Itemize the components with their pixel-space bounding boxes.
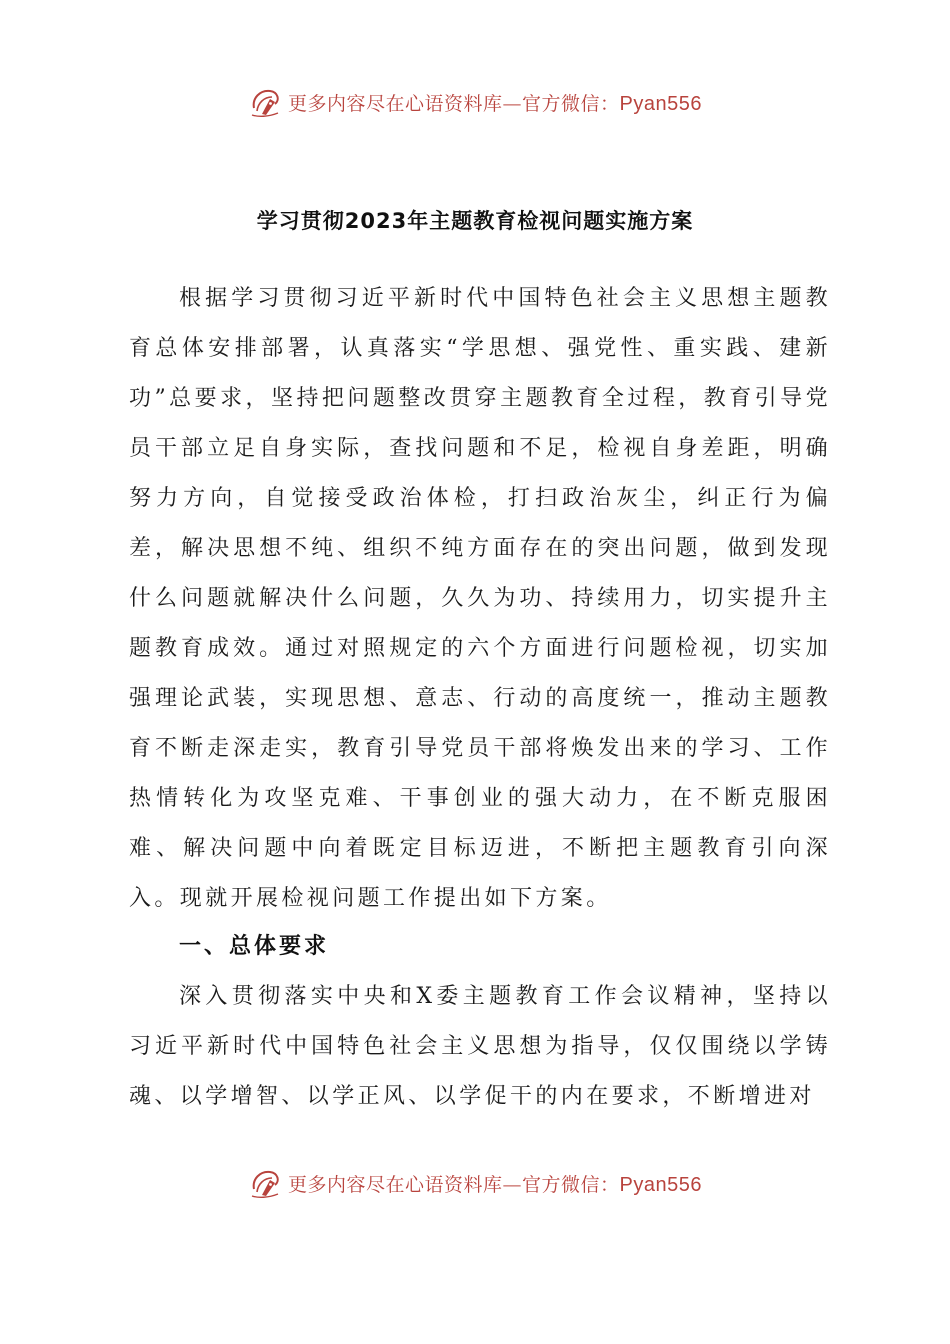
banner-main-text: 更多内容尽在心语资料库 [288,92,503,115]
banner-label: 官方微信： [522,1173,620,1196]
paragraph-general-requirements: 深入贯彻落实中央和X委主题教育工作会议精神，坚持以习近平新时代中国特色社会主义思想为指导，仅仅围绕以学铸魂、以学增智、以学正风、以学促干的内在要求，不断增进对 [129,984,831,1109]
banner-main-text: 更多内容尽在心语资料库 [288,1173,503,1196]
pen-nib-swirl-icon [248,84,284,120]
header-watermark-banner [0,80,950,124]
document-title: 学习贯彻2023年主题教育检视问题实施方案 [256,209,694,233]
banner-text [288,1170,702,1197]
banner-separator: — [502,92,523,115]
banner-wechat-id: Pyan556 [619,1173,702,1196]
banner-text [288,89,702,116]
banner-separator: — [502,1173,523,1196]
banner-wechat-id: Pyan556 [619,92,702,115]
section-heading-general-requirements: 一、总体要求 [179,934,330,959]
footer-watermark-banner [0,1161,950,1205]
banner-label: 官方微信： [522,92,620,115]
pen-nib-swirl-icon [248,1165,284,1201]
paragraph-intro: 根据学习贯彻习近平新时代中国特色社会主义思想主题教育总体安排部署，认真落实“学思想、强党性、重实践、建新功”总要求，坚持把问题整改贯穿主题教育全过程，教育引导党员干部立足自身实际，查找问题和不足，检视自身差距，明确努力方向，自觉接受政治体检，打扫政治灰尘，纠正行为偏差，解决思想不纯、组织不纯方面存在的突出问题，做到发现什么问题就解决什么问题，久久为功、持续用力，切实提升主题教育成效。通过对照规定的六个方面进行问题检视，切实加强理论武装，实现思想、意志、行动的高度统一，推动主题教育不断走深走实，教育引导党员干部将焕发出来的学习、工作热情转化为攻坚克难、干事创业的强大动力，在不断克服困难、解决问题中向着既定目标迈进，不断把主题教育引向深入。现就开展检视问题工作提出如下方案。 [129,286,831,911]
